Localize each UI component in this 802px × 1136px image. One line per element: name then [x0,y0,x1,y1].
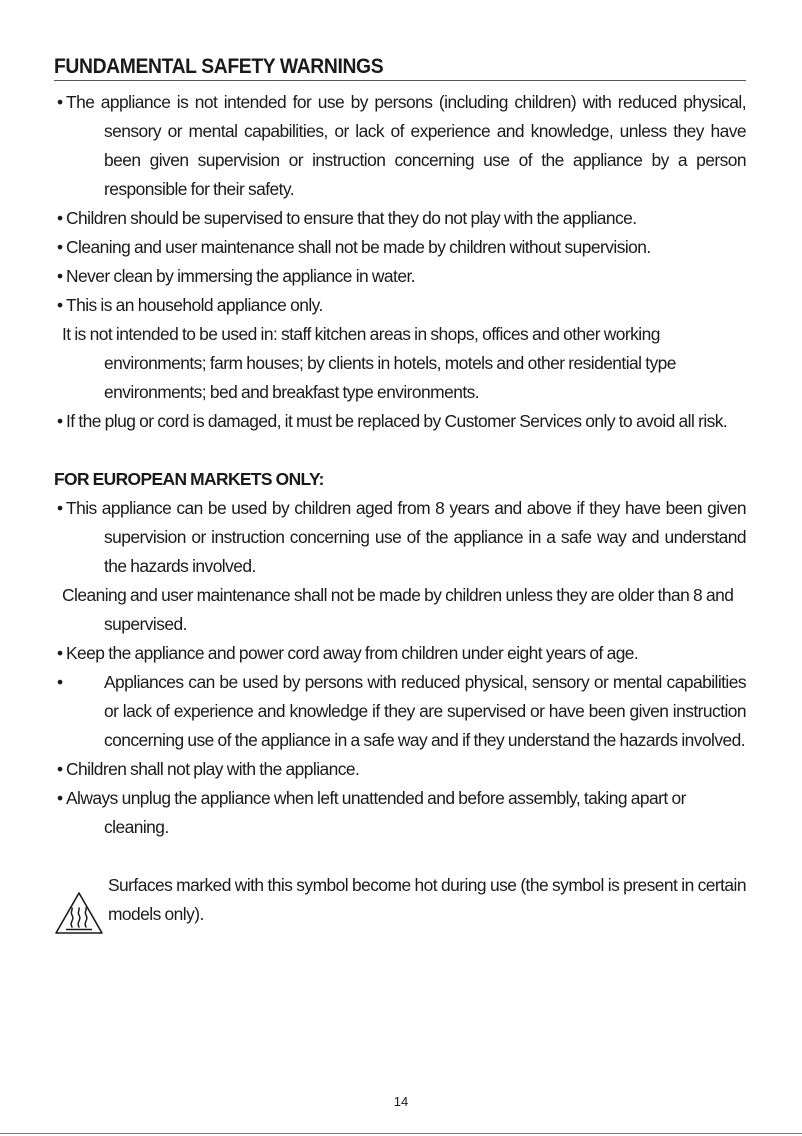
warning-item [54,291,746,320]
footer-rule [0,1133,802,1134]
warning-item [54,639,746,668]
warning-item [54,581,746,639]
warning-text: It is not intended to be used in: staff kitchen areas in shops, offices and other working environments; farm houses; by clients in hotels, motels and other residential type environments; bed and breakfast type environments. [62,324,676,402]
bullet-marker: • [57,295,63,315]
european-markets-heading: FOR EUROPEAN MARKETS ONLY: [54,469,324,489]
warning-text: Keep the appliance and power cord away from children under eight years of age. [66,643,639,663]
warning-item [54,668,746,755]
bullet-marker: • [57,92,63,112]
bullet-marker: • [57,643,63,663]
bullet-marker: • [57,237,63,257]
warning-text: This is an household appliance only. [66,295,323,315]
bullet-marker: • [57,788,63,808]
warning-item [54,88,746,204]
warning-text: Always unplug the appliance when left unattended and before assembly, taking apart or cleaning. [66,788,686,837]
warning-item [54,407,746,436]
bullet-marker: • [57,411,63,431]
heading-underline [54,80,746,81]
warning-text: This appliance can be used by children aged from 8 years and above if they have been given supervision or instruction concerning use of the appliance in a safe way and understand the hazards involved. [66,498,746,576]
warning-item [54,755,746,784]
bullet-marker: • [57,672,63,692]
bullet-marker: • [57,266,63,286]
warning-text: The appliance is not intended for use by persons (including children) with reduced physical, sensory or mental capabilities, or lack of experience and knowledge, unless they have been given supervision or instruction concerning use of the appliance by a person responsible for their safety. [66,92,746,199]
warning-text: If the plug or cord is damaged, it must be replaced by Customer Services only to avoid all risk. [66,411,728,431]
warning-item [54,204,746,233]
warning-item [54,233,746,262]
warning-text: Children should be supervised to ensure that they do not play with the appliance. [66,208,637,228]
page-number: 14 [393,1094,409,1109]
warning-text: Cleaning and user maintenance shall not be made by children without supervision. [66,237,651,257]
warning-item [54,262,746,291]
warning-item [54,320,746,407]
page-heading: FUNDAMENTAL SAFETY WARNINGS [54,55,384,78]
bullet-marker: • [57,498,63,518]
hot-surface-text: Surfaces marked with this symbol become hot during use (the symbol is present in certain models only). [108,875,746,924]
warning-item [54,784,746,842]
hot-surface-note [54,871,746,929]
bullet-marker: • [57,208,63,228]
warning-text: Cleaning and user maintenance shall not be made by children unless they are older than 8 and supervised. [62,585,734,634]
warning-item [54,494,746,581]
warning-text: Never clean by immersing the appliance in water. [66,266,416,286]
hot-surface-warning-icon [54,891,104,935]
warning-text: Appliances can be used by persons with reduced physical, sensory or mental capabilities or lack of experience and knowledge if they are supervised or have been given instruction concerning use of the appliance in a safe way and if they understand the hazards involved. [104,672,746,750]
warning-text: Children shall not play with the appliance. [66,759,360,779]
warnings-body [54,88,746,929]
bullet-marker: • [57,759,63,779]
